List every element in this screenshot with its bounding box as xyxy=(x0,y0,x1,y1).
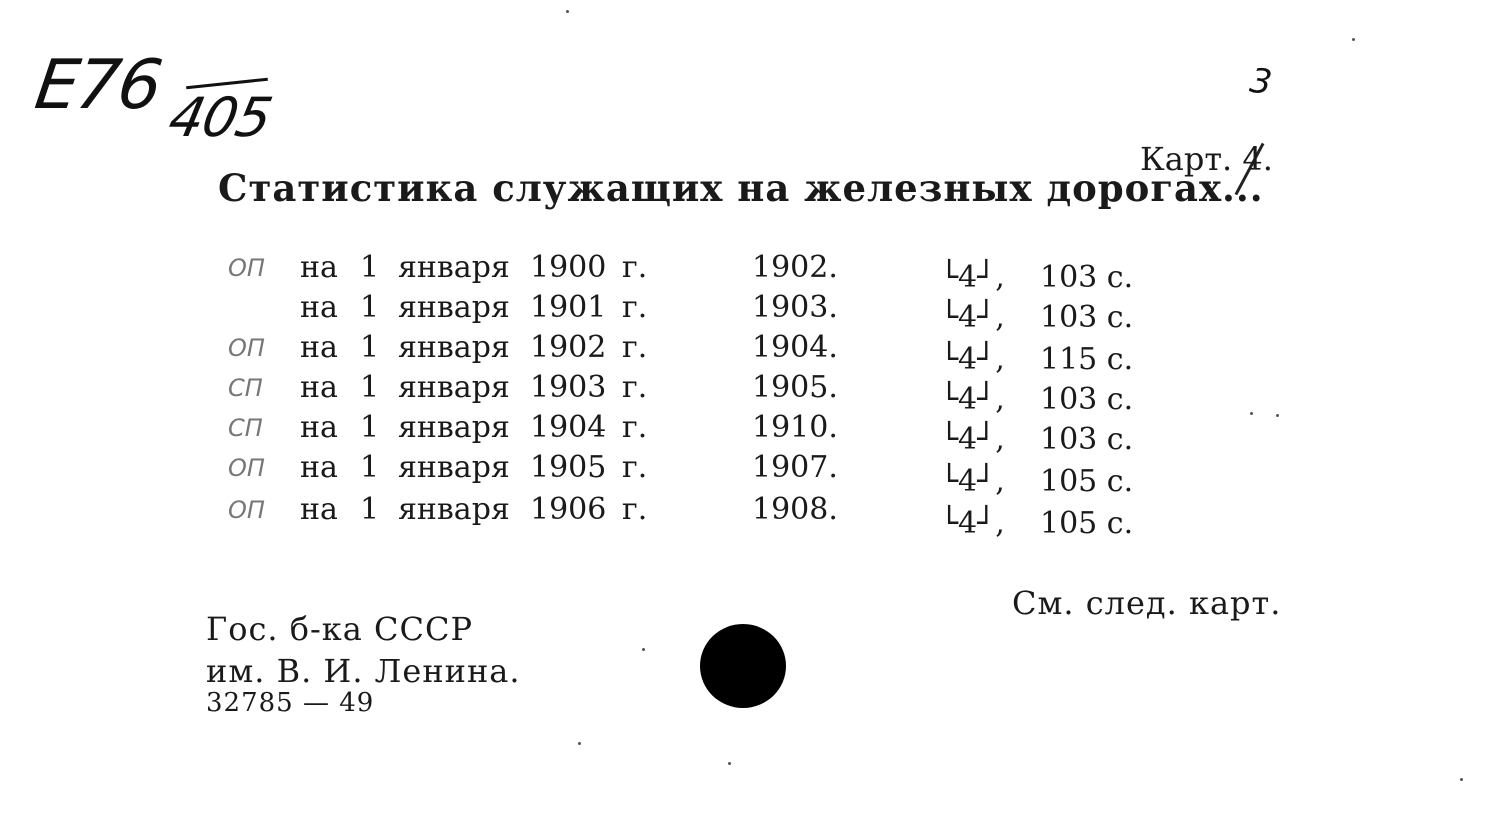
row-month: января xyxy=(398,492,510,527)
paper-speck xyxy=(728,762,731,765)
row-na: на xyxy=(300,250,338,285)
row-month: января xyxy=(398,290,510,325)
holdings-row xyxy=(0,250,1486,295)
row-day: 1 xyxy=(360,250,380,285)
row-day: 1 xyxy=(360,450,380,485)
corner-handwritten-mark: 3 xyxy=(1247,60,1275,104)
row-month: января xyxy=(398,410,510,445)
paper-speck xyxy=(566,10,569,13)
row-vol: └4┘, xyxy=(940,260,1005,295)
paper-speck xyxy=(1250,412,1253,415)
row-na: на xyxy=(300,410,338,445)
reading-room-stamp: ОП xyxy=(228,334,265,362)
row-year: 1901 xyxy=(530,290,607,325)
row-issue: 1904. xyxy=(752,330,838,365)
reading-room-stamp: СП xyxy=(228,414,263,442)
row-g: г. xyxy=(622,250,648,285)
reading-room-stamp: ОП xyxy=(228,496,265,524)
row-g: г. xyxy=(622,410,648,445)
holdings-row xyxy=(0,290,1486,335)
row-na: на xyxy=(300,370,338,405)
row-g: г. xyxy=(622,492,648,527)
row-year: 1900 xyxy=(530,250,607,285)
holdings-row xyxy=(0,450,1486,499)
row-g: г. xyxy=(622,330,648,365)
row-year: 1905 xyxy=(530,450,607,485)
shelfmark-bottom: 405 xyxy=(163,86,277,149)
row-issue: 1910. xyxy=(752,410,838,445)
row-issue: 1905. xyxy=(752,370,838,405)
row-vol: └4┘, xyxy=(940,506,1005,541)
card-number-label: Карт. 4. xyxy=(1140,140,1273,178)
row-g: г. xyxy=(622,370,648,405)
reading-room-stamp: ОП xyxy=(228,454,265,482)
row-month: января xyxy=(398,250,510,285)
library-name: Гос. б-ка СССР xyxy=(206,610,474,648)
paper-speck xyxy=(578,742,581,745)
row-vol: └4┘, xyxy=(940,342,1005,377)
library-dedication: им. В. И. Ленина. xyxy=(206,652,521,690)
card-title-text: Статистика служащих на железных дорогах... xyxy=(218,166,1264,210)
row-g: г. xyxy=(622,290,648,325)
row-pages: 103 с. xyxy=(1040,260,1134,295)
reading-room-stamp: СП xyxy=(228,374,263,402)
paper-speck xyxy=(642,648,645,651)
row-na: на xyxy=(300,330,338,365)
holdings-row xyxy=(0,370,1486,417)
row-month: января xyxy=(398,450,510,485)
row-pages: 103 с. xyxy=(1040,300,1134,335)
row-year: 1902 xyxy=(530,330,607,365)
row-issue: 1902. xyxy=(752,250,838,285)
row-day: 1 xyxy=(360,290,380,325)
row-pages: 103 с. xyxy=(1040,382,1134,417)
row-pages: 115 с. xyxy=(1040,342,1134,377)
row-vol: └4┘, xyxy=(940,300,1005,335)
row-day: 1 xyxy=(360,410,380,445)
paper-speck xyxy=(1460,778,1463,781)
row-month: января xyxy=(398,330,510,365)
see-next-card: См. след. карт. xyxy=(1012,584,1282,622)
print-order-number: 32785 — 49 xyxy=(206,688,375,718)
row-day: 1 xyxy=(360,370,380,405)
paper-speck xyxy=(1276,414,1279,417)
row-year: 1904 xyxy=(530,410,607,445)
row-vol: └4┘, xyxy=(940,382,1005,417)
row-vol: └4┘, xyxy=(940,464,1005,499)
row-pages: 105 с. xyxy=(1040,464,1134,499)
row-pages: 103 с. xyxy=(1040,422,1134,457)
holdings-row xyxy=(0,410,1486,457)
row-month: января xyxy=(398,370,510,405)
row-g: г. xyxy=(622,450,648,485)
row-issue: 1908. xyxy=(752,492,838,527)
shelfmark-top: E76 xyxy=(30,46,166,125)
paper-speck xyxy=(1352,38,1355,41)
row-issue: 1907. xyxy=(752,450,838,485)
punch-hole xyxy=(700,624,786,708)
row-na: на xyxy=(300,450,338,485)
reading-room-stamp: ОП xyxy=(228,254,265,282)
holdings-row xyxy=(0,330,1486,377)
row-issue: 1903. xyxy=(752,290,838,325)
row-vol: └4┘, xyxy=(940,422,1005,457)
row-day: 1 xyxy=(360,492,380,527)
row-na: на xyxy=(300,290,338,325)
row-day: 1 xyxy=(360,330,380,365)
row-year: 1906 xyxy=(530,492,607,527)
row-pages: 105 с. xyxy=(1040,506,1134,541)
row-year: 1903 xyxy=(530,370,607,405)
row-na: на xyxy=(300,492,338,527)
card-title xyxy=(218,166,1264,210)
holdings-row xyxy=(0,492,1486,541)
